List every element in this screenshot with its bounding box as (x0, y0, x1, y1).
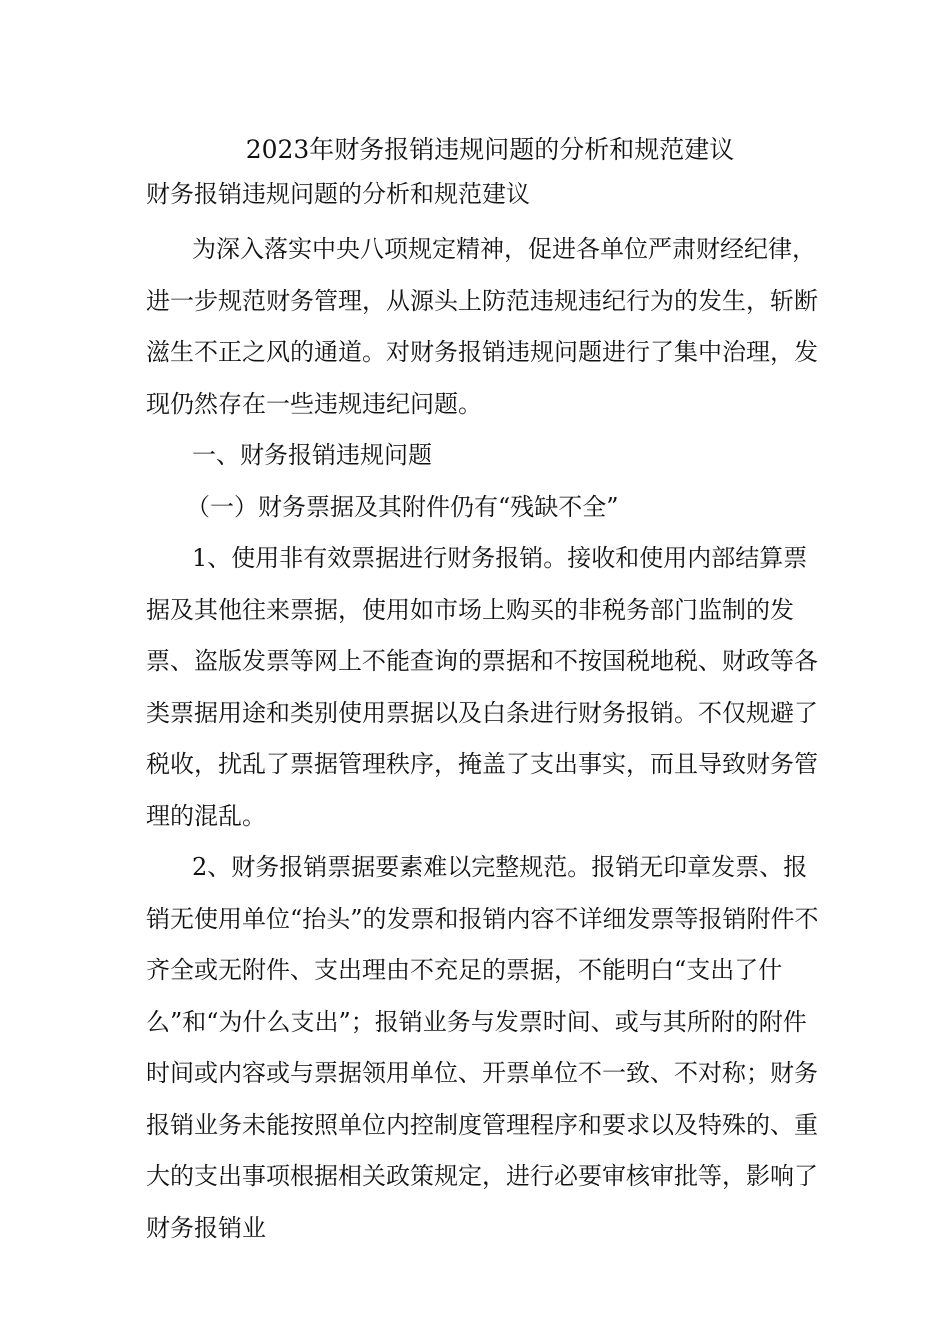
intro-paragraph: 为深入落实中央八项规定精神，促进各单位严肃财经纪律，进一步规范财务管理，从源头上防范违规违纪行为的发生，斩断滋生不正之风的通道。对财务报销违规问题进行了集中治理，发现仍然存在一些违规违纪问题。 (146, 235, 818, 418)
item-paragraph-1: 1、使用非有效票据进行财务报销。接收和使用内部结算票据及其他往来票据，使用如市场上购买的非税务部门监制的发票、盗版发票等网上不能查询的票据和不按国税地税、财政等各类票据用途和类别使用票据以及白条进行财务报销。不仅规避了税收，扰乱了票据管理秩序，掩盖了支出事实，而且导致财务管理的混乱。 (146, 544, 818, 830)
document-subtitle: 财务报销违规问题的分析和规范建议 (146, 180, 530, 208)
document-body (146, 128, 826, 1254)
section-heading-1: 一、财务报销违规问题 (192, 441, 432, 469)
subsection-heading-1: （一）财务票据及其附件仍有“残缺不全” (186, 492, 619, 521)
document-title: 2023年财务报销违规问题的分析和规范建议 (245, 135, 735, 164)
item-paragraph-2: 2、财务报销票据要素难以完整规范。报销无印章发票、报销无使用单位“抬头”的发票和报销内容不详细发票等报销附件不齐全或无附件、支出理由不充足的票据，不能明白“支出了什么”和“为什么支出”；报销业务与发票时间、或与其所附的附件时间或内容或与票据领用单位、开票单位不一致、不对称；财务报销业务未能按照单位内控制度管理程序和要求以及特殊的、重大的支出事项根据相关政策规定，进行必要审核审批等，影响了财务报销业 (146, 853, 819, 1242)
